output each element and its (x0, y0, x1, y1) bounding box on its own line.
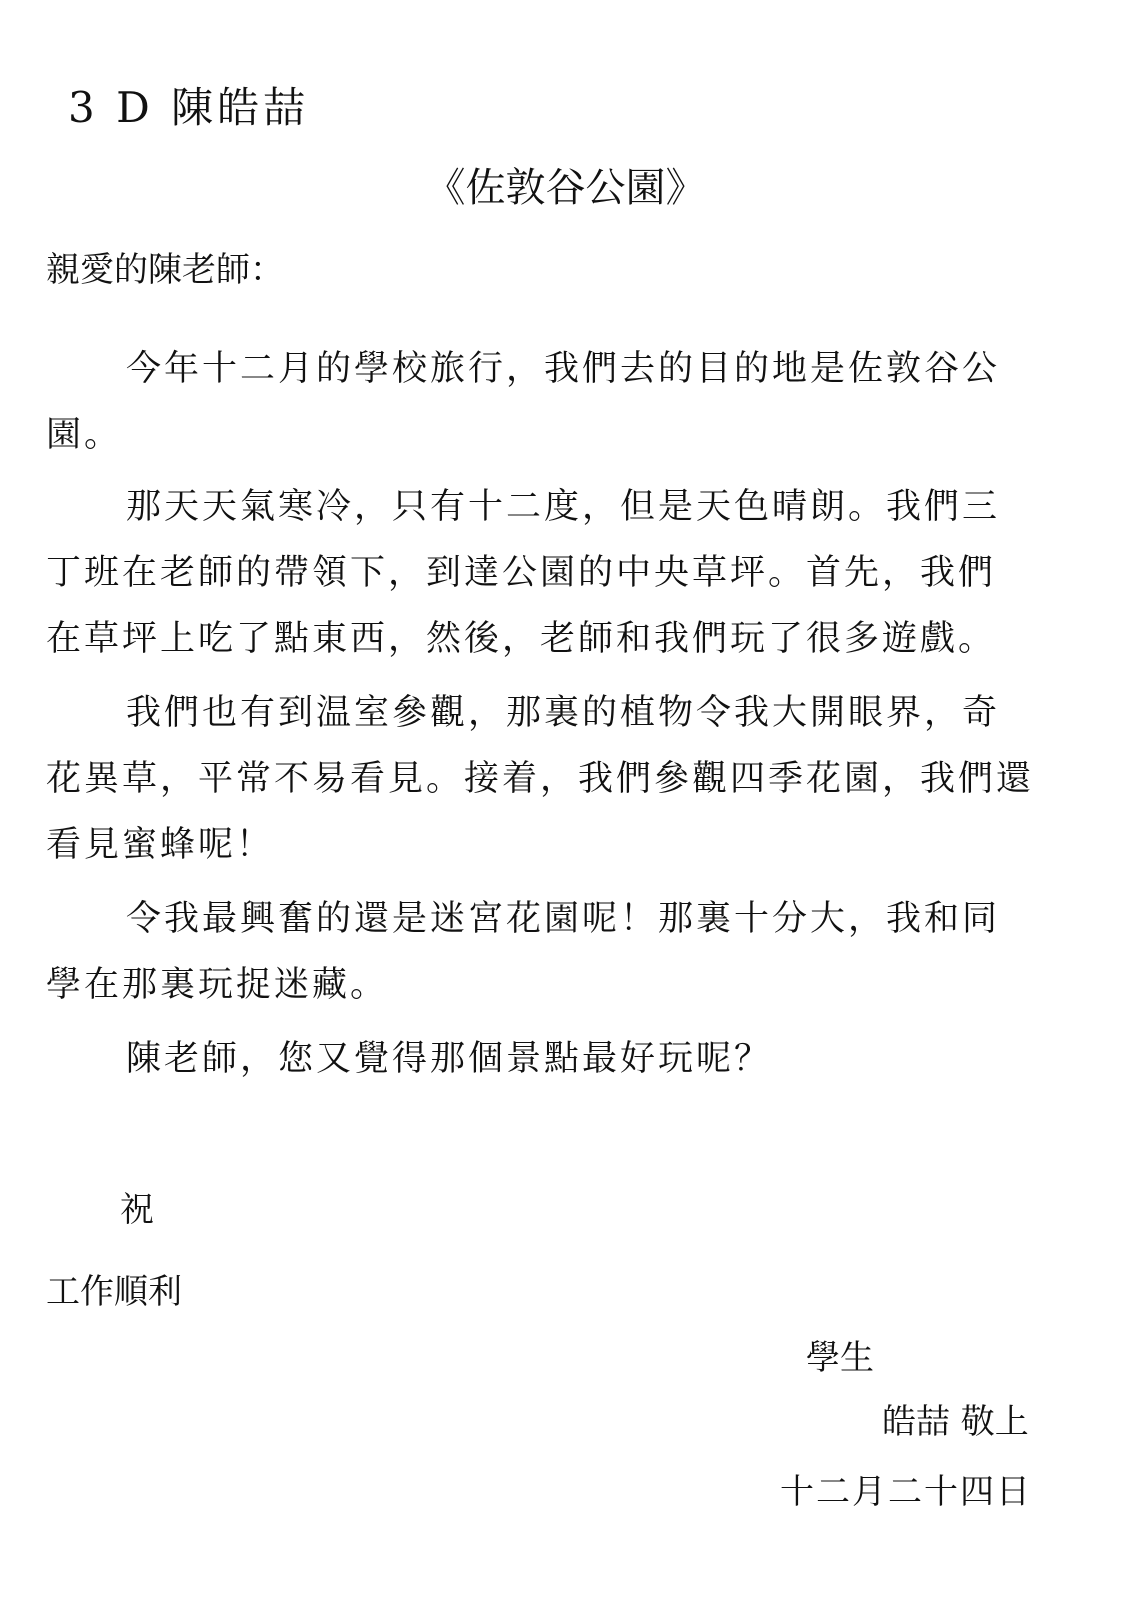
signature-role: 學生 (806, 1338, 874, 1378)
signature-name: 皓喆 敬上 (882, 1402, 1029, 1442)
letter-date: 十二月二十四日 (780, 1472, 1032, 1512)
paragraph-2 (46, 474, 1066, 672)
salutation: 親愛的陳老師： (46, 250, 284, 290)
paragraph-1 (46, 336, 1066, 468)
paragraph-3 (46, 680, 1066, 878)
closing-wish: 祝 (120, 1190, 154, 1230)
paragraph-line: 在草坪上吃了點東西，然後，老師和我們玩了很多遊戲。 (46, 619, 997, 659)
paragraph-line: 園。 (46, 415, 123, 455)
letter-title: 《佐敦谷公園》 (425, 165, 706, 211)
paragraph-4 (46, 886, 1066, 1018)
paragraph-5 (46, 1026, 1066, 1092)
paragraph-line: 那天天氣寒冷，只有十二度，但是天色晴朗。我們三 (126, 487, 1001, 527)
paragraph-line: 學在那裏玩捉迷藏。 (46, 965, 389, 1005)
paragraph-line: 今年十二月的學校旅行，我們去的目的地是佐敦谷公 (126, 349, 1001, 389)
paragraph-line: 陳老師，您又覺得那個景點最好玩呢？ (126, 1039, 773, 1079)
paragraph-line: 令我最興奮的還是迷宮花園呢！那裏十分大，我和同 (126, 899, 1001, 939)
paragraph-line: 看見蜜蜂呢！ (46, 825, 275, 865)
student-class-name: 3 D 陳皓喆 (68, 83, 310, 132)
letter-body (46, 336, 1066, 1092)
paragraph-line: 丁班在老師的帶領下，到達公園的中央草坪。首先，我們 (46, 553, 997, 593)
paragraph-line: 花異草，平常不易看見。接着，我們參觀四季花園，我們還 (46, 759, 1035, 799)
paragraph-line: 我們也有到温室參觀，那裏的植物令我大開眼界，奇 (126, 693, 1001, 733)
closing-blessing: 工作順利 (46, 1272, 182, 1312)
